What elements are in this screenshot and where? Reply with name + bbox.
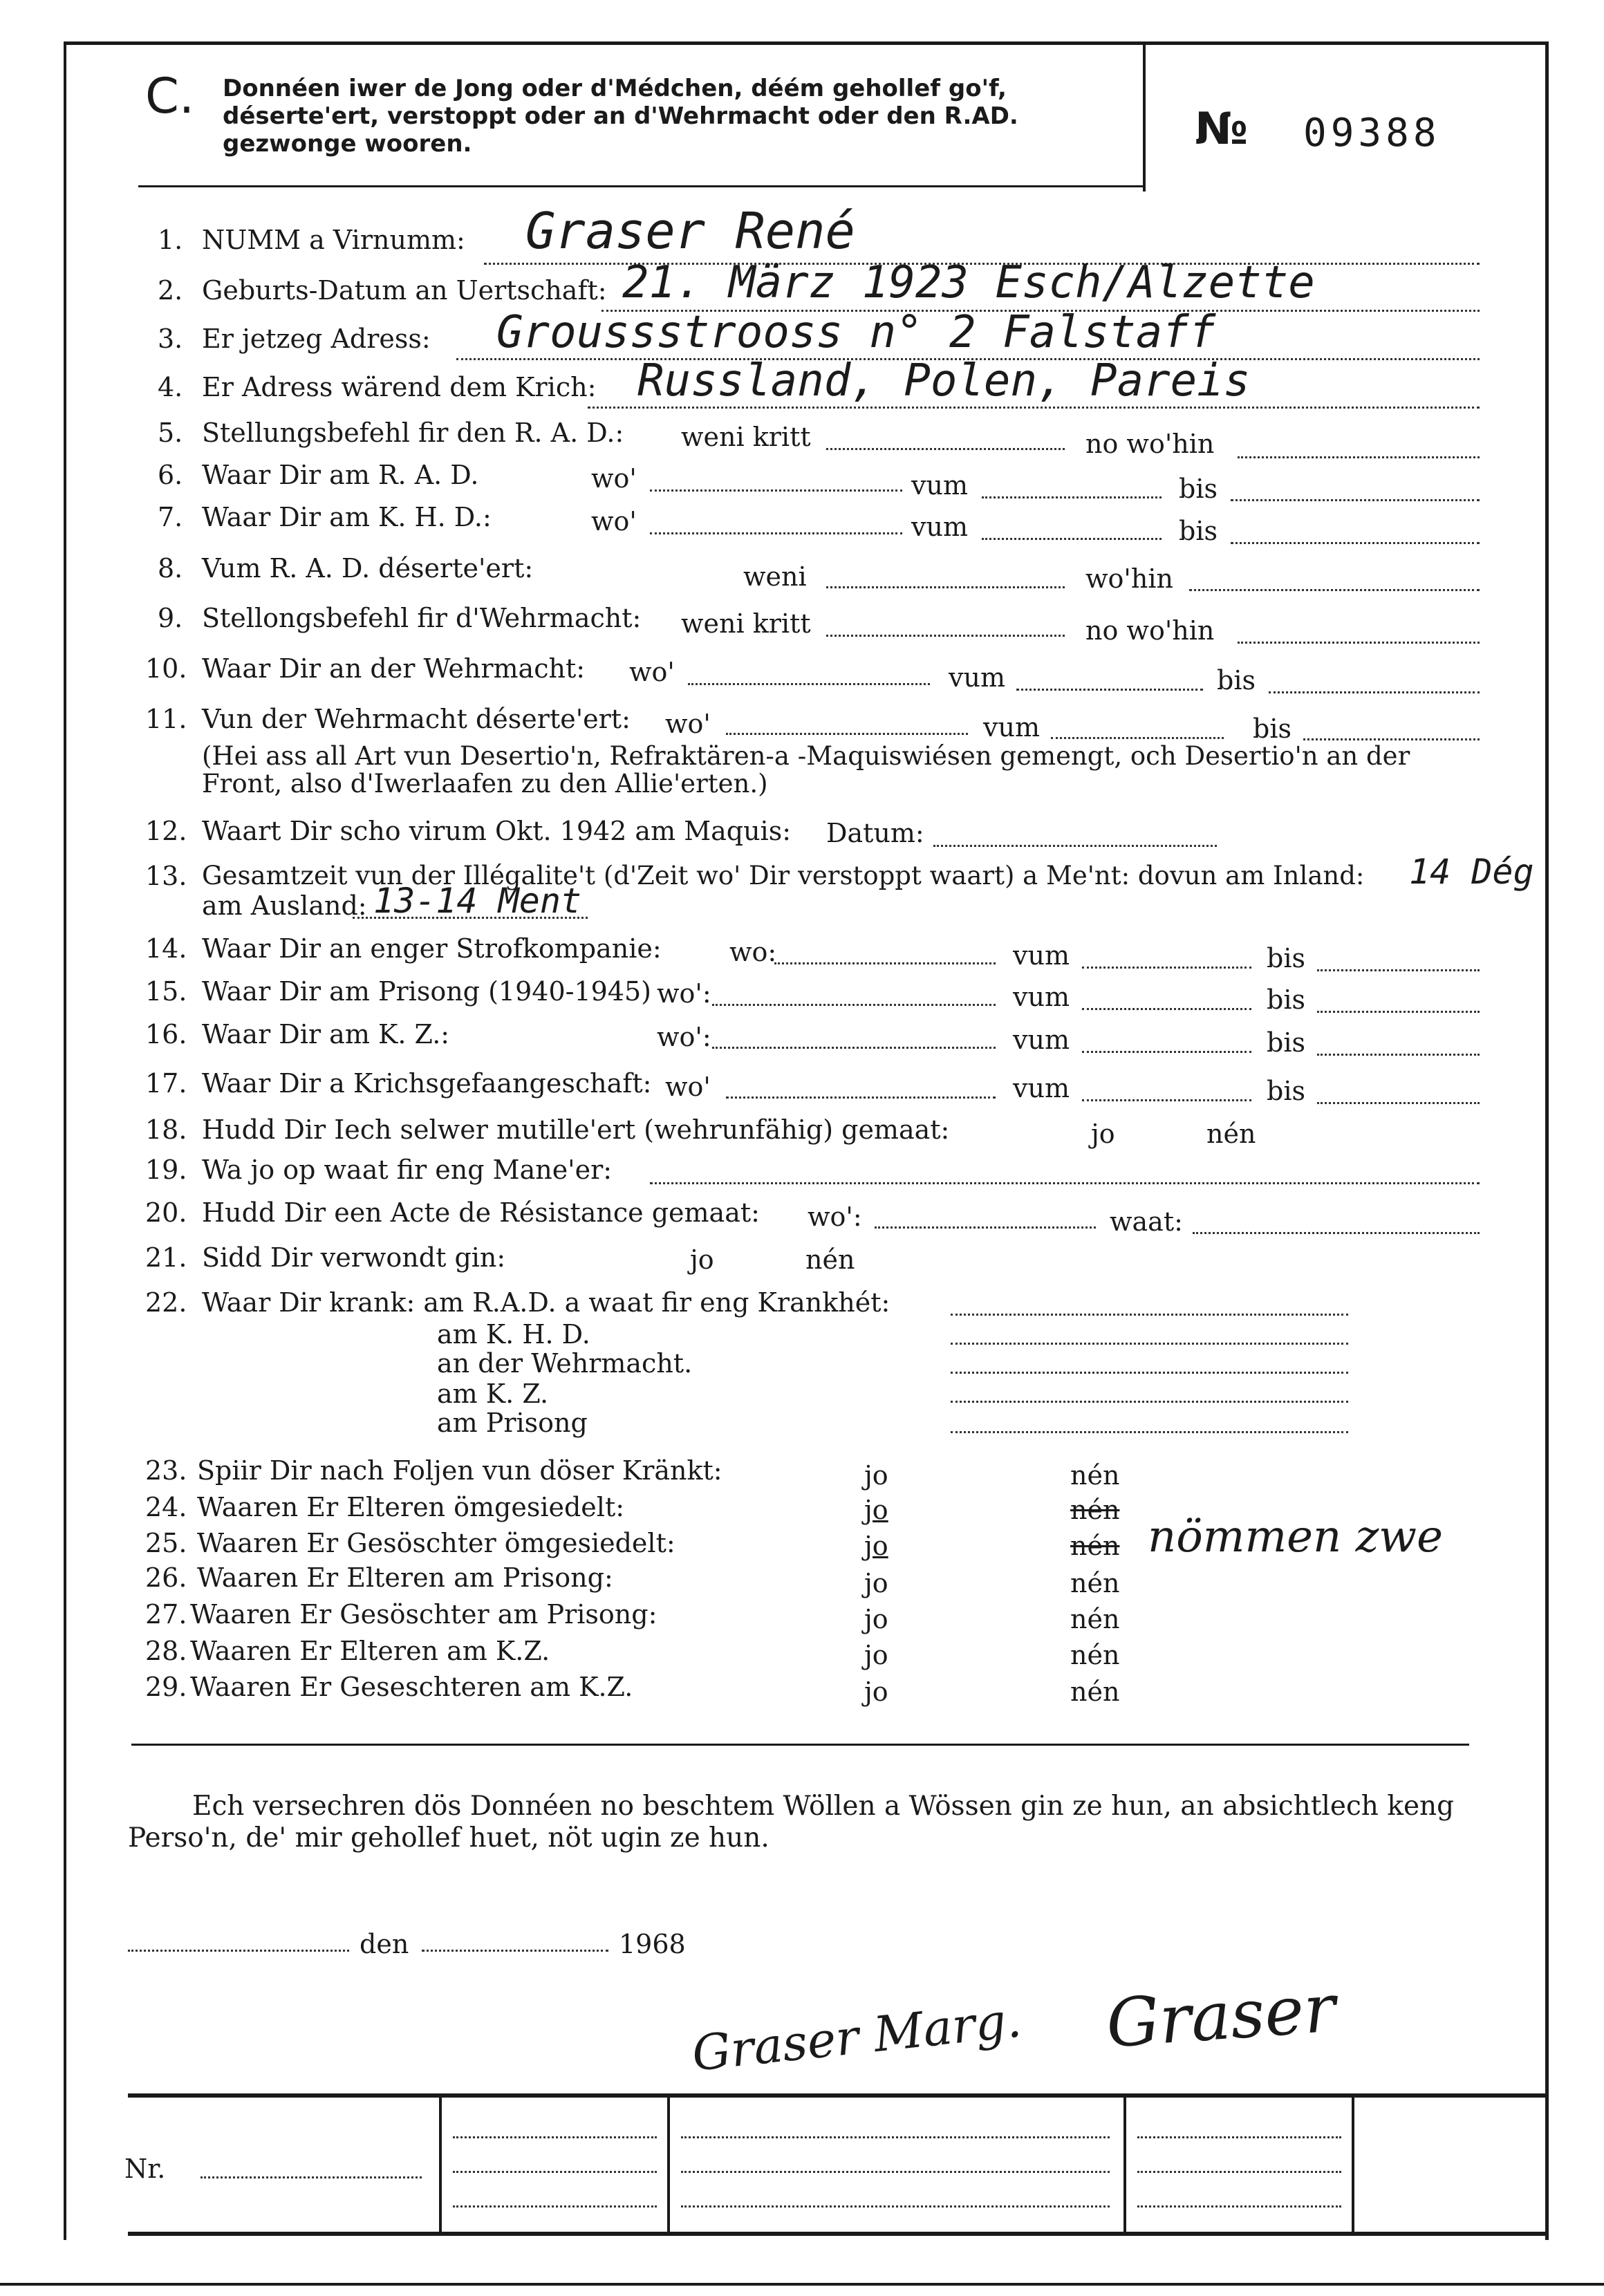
field-line: [1082, 1099, 1251, 1101]
field-label: am K. H. D.: [437, 1319, 590, 1350]
left-border: [64, 41, 66, 2240]
option-no: nén: [1070, 1604, 1120, 1634]
item-number: 24.: [145, 1492, 187, 1522]
option-yes: jo: [1091, 1119, 1115, 1149]
footer-cell-line: [1137, 2136, 1341, 2138]
option-no: nén: [1070, 1460, 1120, 1491]
field-label: Waar Dir an enger Strofkompanie:: [202, 933, 662, 964]
field-label: vum: [911, 470, 968, 501]
field-label: vum: [911, 512, 968, 542]
declaration-line-2: Perso'n, de' mir gehollef huet, nöt ugin ze hun.: [128, 1822, 770, 1854]
footer-col-divider: [667, 2095, 670, 2233]
field-label: Hudd Dir een Acte de Résistance gemaat:: [202, 1197, 760, 1228]
field-line: [712, 1004, 996, 1006]
handwritten-note: nömmen zwe: [1148, 1511, 1443, 1562]
field-line: [1193, 1232, 1480, 1234]
section-letter: C.: [145, 68, 195, 124]
field-line: [1082, 1008, 1251, 1010]
item-number: 26.: [145, 1562, 187, 1593]
field-label: no wo'hin: [1085, 429, 1215, 459]
footer-col-divider: [439, 2095, 442, 2233]
field-label: Waaren Er Elteren am Prisong:: [197, 1562, 613, 1593]
item-number: 3.: [158, 324, 183, 354]
field-line: [726, 733, 968, 735]
number-symbol: №: [1195, 104, 1248, 155]
field-line: [1082, 967, 1251, 969]
field-label: vum: [983, 712, 1040, 743]
field-line: [726, 1096, 996, 1099]
field-label: Spiir Dir nach Foljen vun döser Kränkt:: [197, 1455, 722, 1486]
field-line: [1189, 589, 1480, 591]
field-label: Waar Dir am K. H. D.:: [202, 502, 492, 532]
field-label: wo':: [657, 1022, 711, 1052]
separator: [131, 1744, 1469, 1746]
item-number: 8.: [158, 553, 183, 584]
option-yes: jo: [690, 1244, 714, 1275]
item-number: 19.: [145, 1155, 187, 1185]
field-label: weni kritt: [681, 608, 811, 639]
header-title: Donnéen iwer de Jong oder d'Médchen, déém gehollef go'f, déserte'ert, verstoppt oder an d'Wehrmacht oder den R.AD. gezwonge wooren.: [223, 75, 1018, 158]
item-number: 7.: [158, 502, 183, 532]
field-line: [826, 635, 1065, 637]
field-line: [826, 448, 1065, 450]
field-label: am Ausland:: [202, 890, 367, 921]
field-label: no wo'hin: [1085, 615, 1215, 646]
handwritten-value: Russland, Polen, Pareis: [637, 355, 1251, 407]
field-label: Stellungsbefehl fir den R. A. D.:: [202, 418, 624, 448]
item-number: 28.: [145, 1636, 187, 1666]
field-label: wo': [665, 709, 711, 739]
field-line: [951, 1401, 1348, 1403]
item-number: 6.: [158, 460, 183, 490]
field-label: Waaren Er Gesöschter ömgesiedelt:: [197, 1528, 675, 1558]
footer-cell-line: [1137, 2171, 1341, 2173]
field-label: Gesamtzeit vun der Illégalite't (d'Zeit wo' Dir verstoppt waart) a Me'nt: dovun am Inland:: [202, 861, 1365, 890]
signature-right: Graser: [1103, 1969, 1339, 2063]
option-yes: jo: [864, 1677, 888, 1707]
field-label: Vun der Wehrmacht déserte'ert:: [202, 704, 631, 734]
item-number: 5.: [158, 418, 183, 448]
field-label: Er Adress wärend dem Krich:: [202, 372, 597, 402]
footer-col-divider: [1123, 2095, 1126, 2233]
footer-cell-line: [453, 2136, 657, 2138]
item-number: 18.: [145, 1114, 187, 1145]
item-number: 29.: [145, 1672, 187, 1702]
footer-cell-line: [1137, 2205, 1341, 2208]
option-yes: jo: [864, 1460, 888, 1491]
date-line: [422, 1950, 608, 1952]
field-label: bis: [1253, 713, 1291, 744]
field-line: [1231, 499, 1480, 501]
field-line: [1238, 642, 1480, 644]
field-label: am K. Z.: [437, 1379, 549, 1409]
field-label: vum: [1013, 982, 1070, 1012]
field-label: Waaren Er Elteren am K.Z.: [190, 1636, 550, 1666]
field-line: [1317, 1011, 1480, 1013]
field-label: Waart Dir scho virum Okt. 1942 am Maquis:: [202, 816, 792, 846]
field-label: Stellongsbefehl fir d'Wehrmacht:: [202, 603, 642, 633]
declaration-line-1: Ech versechren dös Donnéen no beschtem Wöllen a Wössen gin ze hun, an absichtlech keng: [192, 1791, 1455, 1822]
item-number: 14.: [145, 933, 187, 964]
option-no-struck: nén: [1070, 1531, 1120, 1561]
field-line: [1016, 689, 1203, 691]
handwritten-value: Groussstrooss n° 2 Falstaff: [496, 307, 1216, 358]
field-label: wo': [591, 506, 637, 536]
field-label: bis: [1267, 943, 1305, 973]
field-line: [933, 845, 1217, 847]
form-number: 09388: [1303, 111, 1441, 156]
date-den: den: [360, 1929, 409, 1959]
field-label: Waaren Er Elteren ömgesiedelt:: [197, 1492, 625, 1522]
field-line: [650, 532, 902, 534]
field-line: [1269, 691, 1480, 693]
footer-cell-line: [453, 2171, 657, 2173]
field-line: [1231, 542, 1480, 544]
field-line: [688, 683, 930, 685]
field-line: [951, 1372, 1348, 1374]
field-label: Waar Dir am K. Z.:: [202, 1019, 450, 1049]
field-label: vum: [1013, 940, 1070, 971]
option-no: nén: [1070, 1568, 1120, 1598]
header-underline: [138, 185, 1144, 187]
item-number: 21.: [145, 1242, 187, 1273]
option-yes-marked: jo: [864, 1495, 888, 1525]
field-label: wo:: [729, 937, 777, 967]
item-number: 9.: [158, 603, 183, 633]
field-label: bis: [1217, 665, 1256, 696]
option-no: nén: [1070, 1640, 1120, 1670]
item-number: 23.: [145, 1455, 187, 1486]
option-yes-marked: jo: [864, 1531, 888, 1561]
field-line: [826, 586, 1065, 588]
field-label: Sidd Dir verwondt gin:: [202, 1242, 506, 1273]
field-label: weni: [743, 561, 807, 592]
item-number: 12.: [145, 816, 187, 846]
field-label: Waar Dir an der Wehrmacht:: [202, 653, 586, 684]
field-line: [1317, 969, 1480, 971]
item-number: 4.: [158, 372, 183, 402]
field-label: Wa jo op waat fir eng Mane'er:: [202, 1155, 613, 1185]
field-label: Datum:: [826, 818, 924, 848]
footer-nr-label: Nr.: [124, 2154, 166, 2184]
field-label: vum: [1013, 1073, 1070, 1103]
item-number: 2.: [158, 275, 183, 306]
field-label: waat:: [1110, 1206, 1183, 1237]
field-line: [650, 489, 902, 492]
header-divider: [1143, 43, 1146, 192]
footer-col-divider: [1352, 2095, 1354, 2233]
field-label: vum: [1013, 1025, 1070, 1055]
item-number: 20.: [145, 1197, 187, 1228]
item-number: 15.: [145, 976, 187, 1007]
field-label: Waar Dir a Krichsgefaangeschaft:: [202, 1068, 652, 1099]
field-label: Waar Dir am Prisong (1940-1945): [202, 976, 651, 1007]
handwritten-value: 14 Dég: [1409, 852, 1534, 892]
field-line: [588, 407, 1480, 409]
field-line: [982, 538, 1162, 540]
field-label: Hudd Dir Iech selwer mutille'ert (wehrunfähig) gemaat:: [202, 1114, 950, 1145]
field-label: weni kritt: [681, 422, 811, 452]
option-yes: jo: [864, 1640, 888, 1670]
field-label: bis: [1179, 516, 1218, 546]
field-label: wo'hin: [1085, 563, 1173, 594]
option-yes: jo: [864, 1604, 888, 1634]
field-label: Er jetzeg Adress:: [202, 324, 431, 354]
field-line: [951, 1314, 1348, 1316]
option-no: nén: [1206, 1119, 1256, 1149]
field-label: NUMM a Virnumm:: [202, 225, 465, 255]
item-number: 1.: [158, 225, 183, 255]
item-number: 13.: [145, 861, 187, 891]
field-line: [1317, 1102, 1480, 1104]
field-line: [951, 1343, 1348, 1345]
field-label: an der Wehrmacht.: [437, 1348, 693, 1379]
field-label: wo': [629, 657, 675, 687]
field-line: [875, 1226, 1096, 1229]
top-border: [64, 41, 1549, 45]
footer-top-rule: [128, 2093, 1549, 2098]
field-label: Geburts-Datum an Uertschaft:: [202, 275, 607, 306]
field-label: Vum R. A. D. déserte'ert:: [202, 553, 534, 584]
field-label: bis: [1179, 474, 1218, 504]
field-line: [1051, 737, 1224, 739]
item-number: 17.: [145, 1068, 187, 1099]
field-line: [982, 496, 1162, 498]
field-label: wo':: [657, 978, 711, 1009]
option-no: nén: [1070, 1677, 1120, 1707]
footer-bottom-rule: [128, 2232, 1549, 2236]
date-year: 1968: [619, 1929, 686, 1959]
handwritten-value: 21. März 1923 Esch/Alzette: [622, 257, 1315, 308]
field-line: [1238, 456, 1480, 458]
field-label: wo': [591, 463, 637, 494]
item-number: 16.: [145, 1019, 187, 1049]
field-label: bis: [1267, 1076, 1305, 1106]
footer-cell-line: [681, 2205, 1110, 2208]
option-no-struck: nén: [1070, 1495, 1120, 1525]
note-line: (Hei ass all Art vun Desertio'n, Refraktären-a -Maquiswiésen gemengt, och Desertio'n an der: [202, 741, 1410, 771]
field-label: Waar Dir krank: am R.A.D. a waat fir eng Krankhét:: [202, 1287, 890, 1318]
field-label: bis: [1267, 984, 1305, 1015]
field-label: vum: [949, 662, 1005, 693]
item-number: 27.: [145, 1599, 187, 1630]
field-label: bis: [1267, 1027, 1305, 1058]
note-line: Front, also d'Iwerlaafen zu den Allie'erten.): [202, 769, 768, 799]
footer-nr-line: [200, 2176, 422, 2178]
field-line: [1317, 1054, 1480, 1056]
item-number: 10.: [145, 653, 187, 684]
field-line: [774, 962, 996, 964]
option-no: nén: [805, 1244, 855, 1275]
option-yes: jo: [864, 1568, 888, 1598]
field-label: Waaren Er Geseschteren am K.Z.: [190, 1672, 633, 1702]
field-label: wo': [665, 1072, 711, 1102]
field-line: [650, 1182, 1480, 1184]
field-line: [712, 1047, 996, 1049]
field-label: wo':: [808, 1202, 862, 1232]
handwritten-value: Graser René: [525, 202, 855, 260]
footer-cell-line: [681, 2171, 1110, 2173]
field-label: Waar Dir am R. A. D.: [202, 460, 479, 490]
place-line: [128, 1950, 349, 1952]
item-number: 25.: [145, 1528, 187, 1558]
field-label: Waaren Er Gesöschter am Prisong:: [190, 1599, 658, 1630]
right-border: [1545, 41, 1549, 2240]
field-line: [1082, 1051, 1251, 1053]
item-number: 11.: [145, 704, 187, 734]
item-number: 22.: [145, 1287, 187, 1318]
field-label: am Prisong: [437, 1408, 588, 1438]
field-line: [1303, 738, 1480, 740]
field-line: [951, 1431, 1348, 1433]
signature-left: Graser Marg.: [689, 1991, 1025, 2082]
handwritten-value: 13-14 Ment: [373, 881, 582, 921]
footer-cell-line: [681, 2136, 1110, 2138]
footer-cell-line: [453, 2205, 657, 2208]
page-bottom-rule: [0, 2283, 1604, 2286]
